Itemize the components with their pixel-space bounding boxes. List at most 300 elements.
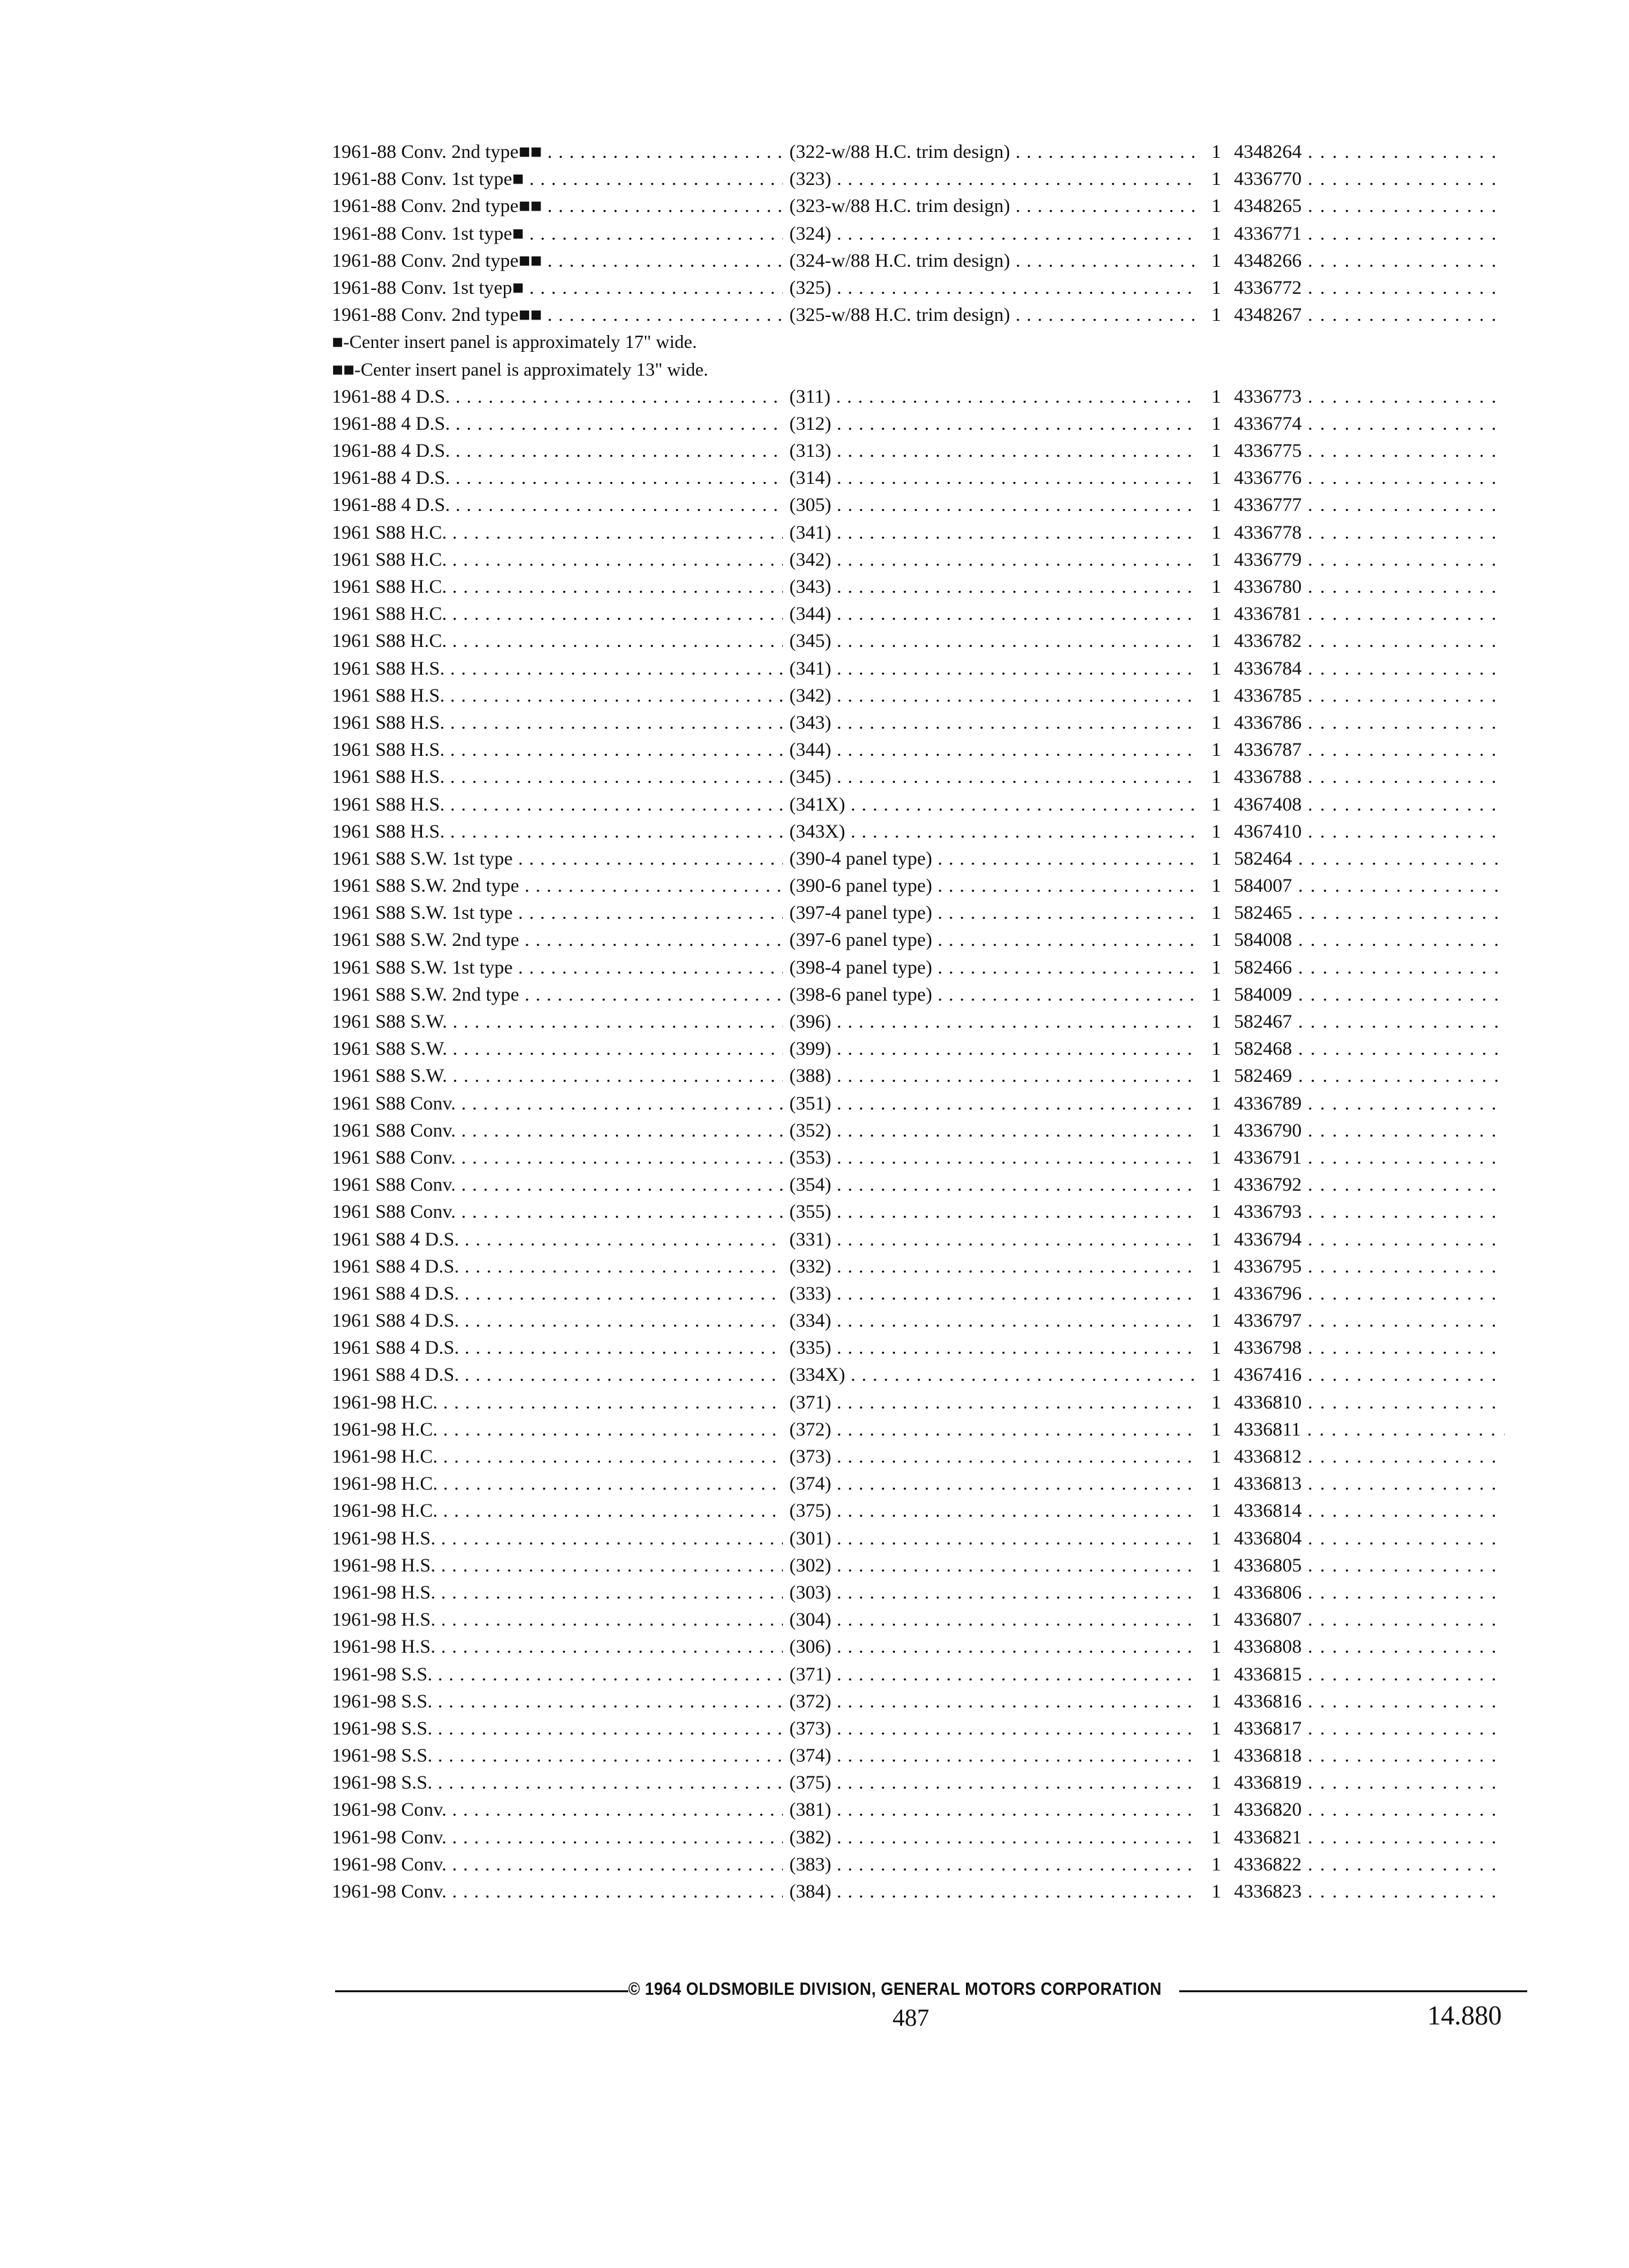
trim-cell: (335) . . . [789,1334,1199,1361]
quantity-cell: 1 [1211,1337,1221,1359]
trim-cell: (388) . . . [789,1062,1199,1090]
table-row [332,1688,1511,1715]
trim-cell: (303) . . . [789,1579,1199,1606]
trim-cell: (341) . . . [789,519,1199,546]
model-cell: 1961 S88 4 D.S. . . . [332,1361,783,1389]
part-number-cell: 4336780 . . . [1234,573,1505,601]
quantity-cell: 1 [1211,711,1221,733]
table-row [332,601,1511,628]
trim-cell: (398-6 panel type) . . . [789,981,1199,1008]
model-cell: 1961-98 Conv. . . . [332,1824,783,1851]
part-number-cell: 4336776 . . . [1234,465,1505,492]
quantity-cell: 1 [1211,1364,1221,1386]
table-row [332,1497,1511,1524]
trim-cell: (351) . . . [789,1090,1199,1117]
quantity-cell: 1 [1211,1228,1221,1250]
table-row [332,1579,1511,1606]
part-number-cell: 4336815 . . . [1234,1661,1505,1688]
table-row [332,1742,1511,1769]
trim-cell: (333) . . . [789,1280,1199,1307]
model-cell: 1961 S88 H.C. . . . [332,628,783,655]
model-cell: 1961 S88 H.S. . . . [332,791,783,818]
model-cell: 1961-98 H.C. . . . [332,1443,783,1470]
trim-cell: (334) . . . [789,1307,1199,1334]
table-row [332,383,1511,410]
model-cell: 1961-98 H.C. . . . [332,1389,783,1416]
quantity-cell: 1 [1211,548,1221,570]
model-cell: 1961 S88 H.C. . . . [332,546,783,573]
table-row [332,1035,1511,1062]
quantity-cell: 1 [1211,249,1221,271]
quantity-cell: 1 [1211,168,1221,190]
model-cell: 1961-98 H.S. . . . [332,1606,783,1633]
table-row [332,927,1511,954]
quantity-cell: 1 [1211,304,1221,326]
model-cell: 1961-88 4 D.S. . . . [332,410,783,437]
part-number-cell: 4348264 . . . [1234,139,1505,166]
part-number-cell: 4336820 . . . [1234,1796,1505,1823]
model-cell: 1961 S88 H.S. . . . [332,736,783,764]
table-row [332,437,1511,465]
table-row [332,655,1511,682]
part-number-cell: 4336819 . . . [1234,1769,1505,1796]
quantity-cell: 1 [1211,1581,1221,1603]
part-number-cell: 4336785 . . . [1234,682,1505,709]
table-row [332,1226,1511,1253]
part-number-cell: 4336771 . . . [1234,220,1505,247]
part-number-cell: 4336792 . . . [1234,1171,1505,1198]
table-row [332,845,1511,872]
model-cell: 1961-88 Conv. 1st tyep■ . . . [332,274,783,302]
part-number-cell: 4336812 . . . [1234,1443,1505,1470]
quantity-cell: 1 [1211,1446,1221,1467]
model-cell: 1961-98 Conv. . . . [332,1878,783,1905]
trim-cell: (381) . . . [789,1796,1199,1823]
part-number-cell: 4336770 . . . [1234,166,1505,193]
trim-cell: (372) . . . [789,1688,1199,1715]
part-number-cell: 4336788 . . . [1234,764,1505,791]
trim-cell: (375) . . . [789,1769,1199,1796]
table-row [332,954,1511,981]
trim-cell: (390-6 panel type) . . . [789,872,1199,899]
quantity-cell: 1 [1211,847,1221,869]
trim-cell: (398-4 panel type) . . . [789,954,1199,981]
quantity-cell: 1 [1211,1853,1221,1875]
part-number-cell: 582468 . . . [1234,1035,1505,1062]
model-cell: 1961-88 Conv. 2nd type■■ . . . [332,247,783,274]
table-row [332,1090,1511,1117]
footnotes [332,329,1511,383]
trim-cell: (325-w/88 H.C. trim design) . . . [789,302,1199,329]
model-cell: 1961-98 S.S. . . . [332,1688,783,1715]
quantity-cell: 1 [1211,440,1221,462]
part-number-cell: 4336789 . . . [1234,1090,1505,1117]
trim-cell: (342) . . . [789,682,1199,709]
model-cell: 1961-88 4 D.S. . . . [332,437,783,465]
part-number-cell: 4336823 . . . [1234,1878,1505,1905]
table-row [332,736,1511,764]
table-row [332,1633,1511,1660]
trim-cell: (352) . . . [789,1117,1199,1144]
part-number-cell: 4336795 . . . [1234,1253,1505,1280]
model-cell: 1961 S88 H.S. . . . [332,709,783,736]
model-cell: 1961-88 4 D.S. . . . [332,383,783,410]
part-number-cell: 584009 . . . [1234,981,1505,1008]
part-number-cell: 4336784 . . . [1234,655,1505,682]
trim-cell: (343) . . . [789,573,1199,601]
trim-cell: (342) . . . [789,546,1199,573]
table-row [332,872,1511,899]
model-cell: 1961-98 H.C. . . . [332,1416,783,1443]
table-row [332,1361,1511,1389]
quantity-cell: 1 [1211,793,1221,815]
table-row [332,139,1511,166]
table-row [332,302,1511,329]
trim-cell: (305) . . . [789,492,1199,519]
model-cell: 1961-88 Conv. 2nd type■■ . . . [332,302,783,329]
quantity-cell: 1 [1211,1663,1221,1685]
model-cell: 1961-98 S.S. . . . [332,1661,783,1688]
trim-cell: (344) . . . [789,601,1199,628]
model-cell: 1961 S88 4 D.S. . . . [332,1253,783,1280]
quantity-cell: 1 [1211,1636,1221,1658]
model-cell: 1961-98 H.S. . . . [332,1525,783,1552]
table-row [332,709,1511,736]
part-number-cell: 4336796 . . . [1234,1280,1505,1307]
table-row [332,1769,1511,1796]
part-number-cell: 4336798 . . . [1234,1334,1505,1361]
part-number-cell: 582467 . . . [1234,1008,1505,1035]
parts-table-top [332,139,1511,329]
table-row [332,1307,1511,1334]
table-row [332,1824,1511,1851]
parts-list [332,139,1511,1905]
copyright-notice: © 1964 OLDSMOBILE DIVISION, GENERAL MOTORS CORPORATION [628,1979,1162,1999]
quantity-cell: 1 [1211,1310,1221,1332]
model-cell: 1961-98 S.S. . . . [332,1742,783,1769]
trim-cell: (344) . . . [789,736,1199,764]
table-row [332,628,1511,655]
trim-cell: (399) . . . [789,1035,1199,1062]
part-number-cell: 4348266 . . . [1234,247,1505,274]
quantity-cell: 1 [1211,983,1221,1005]
trim-cell: (331) . . . [789,1226,1199,1253]
quantity-cell: 1 [1211,1174,1221,1196]
table-row [332,465,1511,492]
trim-cell: (301) . . . [789,1525,1199,1552]
model-cell: 1961-98 Conv. . . . [332,1796,783,1823]
model-cell: 1961 S88 4 D.S. . . . [332,1280,783,1307]
quantity-cell: 1 [1211,630,1221,652]
table-row [332,1062,1511,1090]
table-row [332,519,1511,546]
part-number-cell: 4336810 . . . [1234,1389,1505,1416]
trim-cell: (397-4 panel type) . . . [789,899,1199,927]
part-number-cell: 4336773 . . . [1234,383,1505,410]
trim-cell: (396) . . . [789,1008,1199,1035]
model-cell: 1961 S88 Conv. . . . [332,1117,783,1144]
table-row [332,1280,1511,1307]
trim-cell: (304) . . . [789,1606,1199,1633]
model-cell: 1961 S88 Conv. . . . [332,1171,783,1198]
part-number-cell: 4367408 . . . [1234,791,1505,818]
table-row [332,193,1511,220]
trim-cell: (341) . . . [789,655,1199,682]
table-row [332,1144,1511,1171]
quantity-cell: 1 [1211,1282,1221,1304]
model-cell: 1961-98 H.S. . . . [332,1552,783,1579]
table-row [332,818,1511,845]
trim-cell: (324-w/88 H.C. trim design) . . . [789,247,1199,274]
model-cell: 1961 S88 H.C. . . . [332,573,783,601]
part-number-cell: 584008 . . . [1234,927,1505,954]
table-row [332,1443,1511,1470]
part-number-cell: 4336775 . . . [1234,437,1505,465]
part-number-cell: 4336787 . . . [1234,736,1505,764]
trim-cell: (306) . . . [789,1633,1199,1660]
trim-cell: (374) . . . [789,1470,1199,1497]
model-cell: 1961 S88 H.S. . . . [332,655,783,682]
part-number-cell: 4367416 . . . [1234,1361,1505,1389]
trim-cell: (374) . . . [789,1742,1199,1769]
model-cell: 1961 S88 H.C. . . . [332,519,783,546]
part-number-cell: 4336797 . . . [1234,1307,1505,1334]
model-cell: 1961 S88 S.W. . . . [332,1035,783,1062]
part-number-cell: 582464 . . . [1234,845,1505,872]
table-row [332,1389,1511,1416]
part-number-cell: 4336777 . . . [1234,492,1505,519]
trim-cell: (382) . . . [789,1824,1199,1851]
table-row [332,791,1511,818]
part-number-cell: 4348265 . . . [1234,193,1505,220]
quantity-cell: 1 [1211,739,1221,761]
quantity-cell: 1 [1211,820,1221,842]
part-number-cell: 4336805 . . . [1234,1552,1505,1579]
trim-cell: (312) . . . [789,410,1199,437]
quantity-cell: 1 [1211,1609,1221,1631]
model-cell: 1961-98 S.S. . . . [332,1769,783,1796]
part-number-cell: 4336779 . . . [1234,546,1505,573]
trim-cell: (345) . . . [789,764,1199,791]
trim-cell: (375) . . . [789,1497,1199,1524]
table-row [332,1525,1511,1552]
model-cell: 1961 S88 Conv. . . . [332,1090,783,1117]
quantity-cell: 1 [1211,1717,1221,1739]
part-number-cell: 582466 . . . [1234,954,1505,981]
quantity-cell: 1 [1211,1500,1221,1522]
model-cell: 1961 S88 H.C. . . . [332,601,783,628]
model-cell: 1961 S88 H.S. . . . [332,764,783,791]
table-row [332,1606,1511,1633]
model-cell: 1961 S88 S.W. 1st type . . . [332,899,783,927]
table-row [332,1878,1511,1905]
part-number-cell: 4336790 . . . [1234,1117,1505,1144]
table-row [332,1198,1511,1225]
quantity-cell: 1 [1211,521,1221,543]
quantity-cell: 1 [1211,1554,1221,1576]
trim-cell: (397-6 panel type) . . . [789,927,1199,954]
part-number-cell: 4336804 . . . [1234,1525,1505,1552]
page-number: 487 [892,2004,929,2032]
part-number-cell: 4336817 . . . [1234,1715,1505,1742]
quantity-cell: 1 [1211,603,1221,625]
quantity-cell: 1 [1211,875,1221,897]
model-cell: 1961-98 S.S. . . . [332,1715,783,1742]
trim-cell: (325) . . . [789,274,1199,302]
quantity-cell: 1 [1211,385,1221,407]
table-row [332,1008,1511,1035]
quantity-cell: 1 [1211,141,1221,162]
model-cell: 1961-98 Conv. . . . [332,1851,783,1878]
footer-rule-left [335,1990,628,1992]
table-row [332,764,1511,791]
model-cell: 1961-88 Conv. 1st type■ . . . [332,220,783,247]
trim-cell: (355) . . . [789,1198,1199,1225]
table-row [332,492,1511,519]
model-cell: 1961 S88 H.S. . . . [332,818,783,845]
part-number-cell: 4336794 . . . [1234,1226,1505,1253]
trim-cell: (343X) . . . [789,818,1199,845]
trim-cell: (332) . . . [789,1253,1199,1280]
table-row [332,1851,1511,1878]
quantity-cell: 1 [1211,1011,1221,1032]
trim-cell: (314) . . . [789,465,1199,492]
table-row [332,1171,1511,1198]
trim-cell: (384) . . . [789,1878,1199,1905]
part-number-cell: 4336772 . . . [1234,274,1505,302]
trim-cell: (373) . . . [789,1443,1199,1470]
quantity-cell: 1 [1211,766,1221,788]
section-number: 14.880 [1427,2001,1502,2031]
model-cell: 1961-98 H.C. . . . [332,1470,783,1497]
quantity-cell: 1 [1211,1418,1221,1440]
quantity-cell: 1 [1211,929,1221,951]
part-number-cell: 4336807 . . . [1234,1606,1505,1633]
footnote: ■-Center insert panel is approximately 17" wide. [332,332,697,353]
part-number-cell: 582469 . . . [1234,1062,1505,1090]
table-row [332,1661,1511,1688]
table-row [332,274,1511,302]
trim-cell: (324) . . . [789,220,1199,247]
part-number-cell: 4336814 . . . [1234,1497,1505,1524]
table-row [332,682,1511,709]
part-number-cell: 4336782 . . . [1234,628,1505,655]
table-row [332,1715,1511,1742]
trim-cell: (343) . . . [789,709,1199,736]
table-row [332,1334,1511,1361]
model-cell: 1961-88 Conv. 1st type■ . . . [332,166,783,193]
quantity-cell: 1 [1211,1201,1221,1223]
quantity-cell: 1 [1211,902,1221,924]
table-row [332,546,1511,573]
quantity-cell: 1 [1211,1092,1221,1114]
model-cell: 1961 S88 H.S. . . . [332,682,783,709]
model-cell: 1961-88 4 D.S. . . . [332,465,783,492]
quantity-cell: 1 [1211,1799,1221,1821]
quantity-cell: 1 [1211,1255,1221,1277]
trim-cell: (354) . . . [789,1171,1199,1198]
quantity-cell: 1 [1211,1690,1221,1712]
part-number-cell: 4336811 . . . [1234,1416,1505,1443]
table-row [332,1552,1511,1579]
part-number-cell: 582465 . . . [1234,899,1505,927]
model-cell: 1961 S88 S.W. 2nd type . . . [332,981,783,1008]
table-row [332,1470,1511,1497]
quantity-cell: 1 [1211,1119,1221,1141]
quantity-cell: 1 [1211,195,1221,217]
part-number-cell: 4336781 . . . [1234,601,1505,628]
model-cell: 1961-88 4 D.S. . . . [332,492,783,519]
part-number-cell: 4336822 . . . [1234,1851,1505,1878]
trim-cell: (302) . . . [789,1552,1199,1579]
trim-cell: (323-w/88 H.C. trim design) . . . [789,193,1199,220]
table-row [332,573,1511,601]
quantity-cell: 1 [1211,222,1221,244]
table-row [332,1416,1511,1443]
part-number-cell: 4336818 . . . [1234,1742,1505,1769]
model-cell: 1961 S88 Conv. . . . [332,1198,783,1225]
part-number-cell: 4336793 . . . [1234,1198,1505,1225]
quantity-cell: 1 [1211,684,1221,706]
trim-cell: (334X) . . . [789,1361,1199,1389]
quantity-cell: 1 [1211,576,1221,597]
part-number-cell: 4336816 . . . [1234,1688,1505,1715]
footer-rule-right [1179,1990,1527,1992]
quantity-cell: 1 [1211,956,1221,978]
table-row [332,1796,1511,1823]
model-cell: 1961 S88 S.W. . . . [332,1008,783,1035]
part-number-cell: 4336821 . . . [1234,1824,1505,1851]
table-row [332,1253,1511,1280]
quantity-cell: 1 [1211,1146,1221,1168]
trim-cell: (323) . . . [789,166,1199,193]
part-number-cell: 4336774 . . . [1234,410,1505,437]
trim-cell: (322-w/88 H.C. trim design) . . . [789,139,1199,166]
part-number-cell: 4336791 . . . [1234,1144,1505,1171]
model-cell: 1961-98 H.C. . . . [332,1497,783,1524]
footer-rule [335,1979,1527,1999]
quantity-cell: 1 [1211,1772,1221,1794]
model-cell: 1961 S88 S.W. 1st type . . . [332,954,783,981]
parts-table [332,383,1511,1906]
model-cell: 1961 S88 4 D.S. . . . [332,1334,783,1361]
quantity-cell: 1 [1211,1745,1221,1767]
part-number-cell: 4336778 . . . [1234,519,1505,546]
model-cell: 1961-98 H.S. . . . [332,1633,783,1660]
part-number-cell: 4367410 . . . [1234,818,1505,845]
model-cell: 1961 S88 S.W. 1st type . . . [332,845,783,872]
table-row [332,410,1511,437]
table-row [332,166,1511,193]
trim-cell: (372) . . . [789,1416,1199,1443]
quantity-cell: 1 [1211,494,1221,516]
quantity-cell: 1 [1211,1065,1221,1087]
part-number-cell: 4348267 . . . [1234,302,1505,329]
trim-cell: (313) . . . [789,437,1199,465]
quantity-cell: 1 [1211,467,1221,489]
model-cell: 1961-88 Conv. 2nd type■■ . . . [332,139,783,166]
trim-cell: (345) . . . [789,628,1199,655]
table-row [332,220,1511,247]
trim-cell: (373) . . . [789,1715,1199,1742]
trim-cell: (341X) . . . [789,791,1199,818]
quantity-cell: 1 [1211,1826,1221,1848]
part-number-cell: 584007 . . . [1234,872,1505,899]
quantity-cell: 1 [1211,1473,1221,1495]
quantity-cell: 1 [1211,1881,1221,1902]
table-row [332,247,1511,274]
part-number-cell: 4336813 . . . [1234,1470,1505,1497]
